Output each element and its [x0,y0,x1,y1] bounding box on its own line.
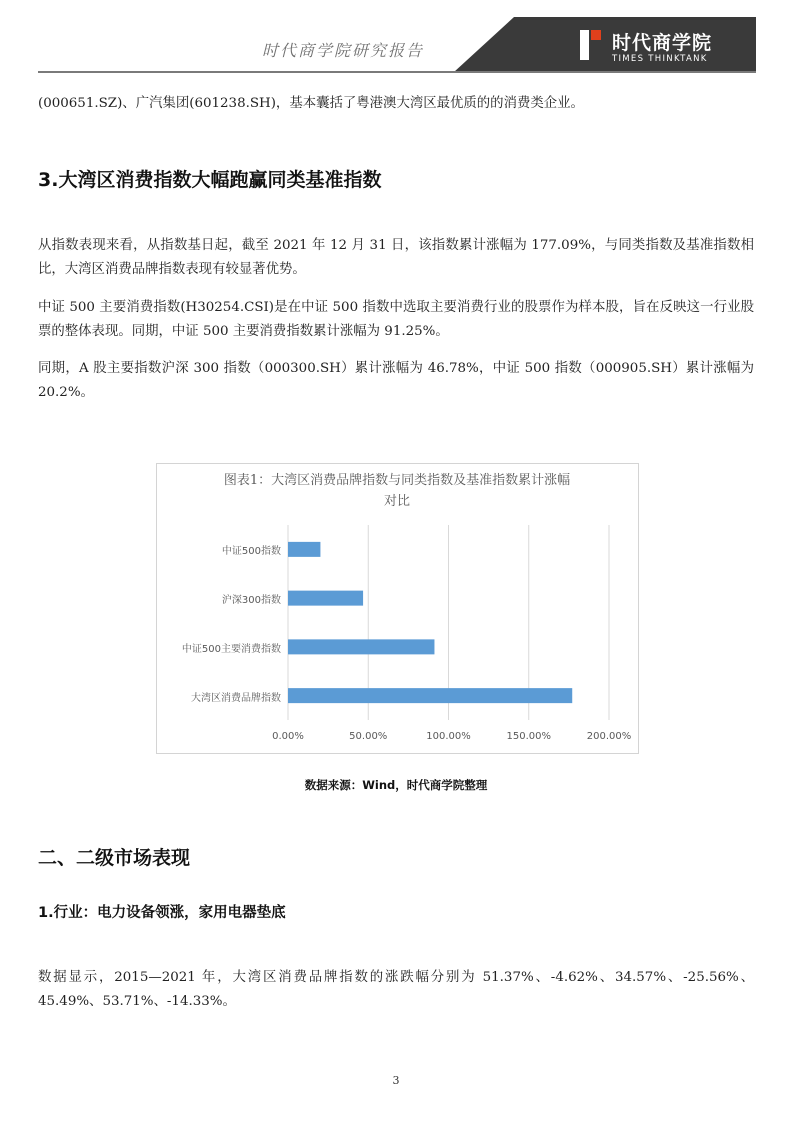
category-label: 沪深300指数 [221,595,281,607]
logo-mark-icon [580,30,589,60]
bar-chart [156,463,637,752]
bar-2 [288,639,434,654]
section2-heading: 二、二级市场表现 [38,847,191,869]
paragraph-3: 同期，A 股主要指数沪深 300 指数（000300.SH）累计涨幅为 46.78%，中证 500 指数（000905.SH）累计涨幅为 20.2%。 [38,361,754,400]
bar-1 [288,591,363,606]
section3-heading: 3.大湾区消费指数大幅跑赢同类基准指数 [38,169,382,191]
x-tick-label: 100.00% [426,731,471,742]
header-divider [38,71,756,73]
page-number: 3 [392,1074,400,1087]
chart-title-line2: 对比 [383,494,410,509]
logo-mark-accent-icon [591,30,601,40]
x-tick-label: 0.00% [272,731,304,742]
category-label: 中证500指数 [221,546,281,558]
source-note: 数据来源：Wind，时代商学院整理 [304,778,488,792]
chart-title-line1: 图表1：大湾区消费品牌指数与同类指数及基准指数累计涨幅 [223,473,571,488]
logo-brand-name: 时代商学院 [612,32,713,54]
bar-3 [288,688,572,703]
x-tick-label: 150.00% [506,731,551,742]
x-tick-label: 50.00% [349,731,388,742]
paragraph-2: 中证 500 主要消费指数(H30254.CSI)是在中证 500 指数中选取主要消费行业的股票作为样本股，旨在反映这一行业股票的整体表现。同期，中证 500 主要消费指数累计涨幅为 91.25%。 [38,300,754,339]
x-tick-label: 200.00% [586,731,632,742]
category-label: 大湾区消费品牌指数 [191,692,281,704]
subsection1-heading: 1.行业：电力设备领涨，家用电器垫底 [38,905,286,921]
report-title: 时代商学院研究报告 [262,41,425,60]
paragraph-1: 从指数表现来看，从指数基日起，截至 2021 年 12 月 31 日，该指数累计涨幅为 177.09%，与同类指数及基准指数相比，大湾区消费品牌指数表现有较显著优势。 [38,238,754,277]
paragraph-4: 数据显示，2015—2021 年，大湾区消费品牌指数的涨跌幅分别为 51.37%、-4.62%、34.57%、-25.56%、45.49%、53.71%、-14.33%。 [38,970,754,1009]
category-label: 中证500主要消费指数 [181,643,281,655]
logo-brand-subtitle: TIMES THINKTANK [612,54,708,64]
bar-0 [288,542,320,557]
intro-line: (000651.SZ)、广汽集团(601238.SH)，基本囊括了粤港澳大湾区最优质的的消费类企业。 [38,96,584,111]
